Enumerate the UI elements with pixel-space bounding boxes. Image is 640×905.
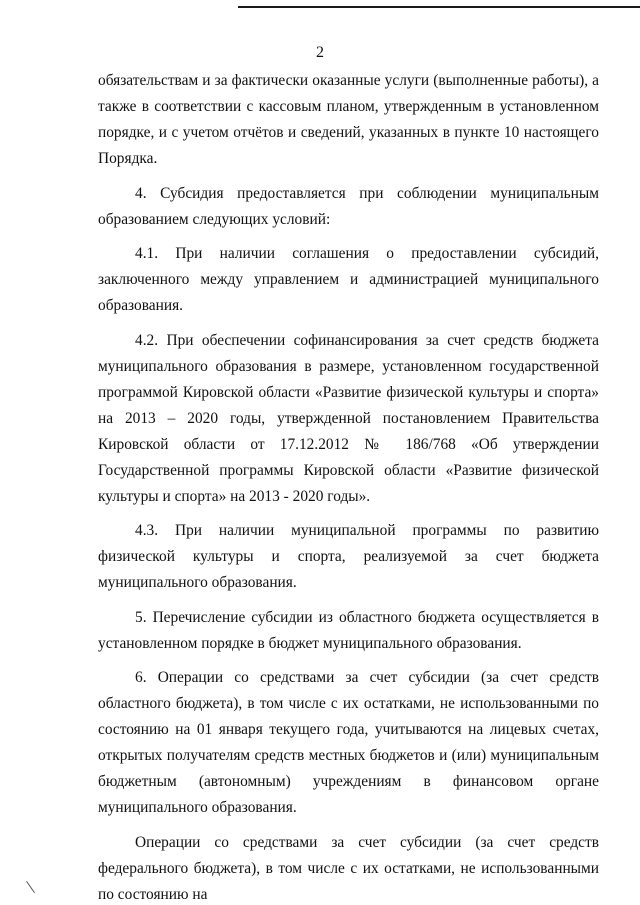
document-body — [98, 68, 599, 905]
paragraph-item-4-3: 4.3. При наличии муниципальной программы по развитию физической культуры и спорта, реализуемой за счет бюджета муниципального образования. — [98, 522, 599, 591]
top-rule — [238, 6, 640, 8]
paragraph-item-4-1: 4.1. При наличии соглашения о предоставлении субсидий, заключенного между управлением и администрацией муниципального образования. — [98, 245, 599, 314]
scan-artifact-mark — [26, 881, 35, 893]
paragraph-item-4: 4. Субсидия предоставляется при соблюдении муниципальным образованием следующих условий: — [98, 184, 599, 228]
paragraph-continuation: обязательствам и за фактически оказанные услуги (выполненные работы), а также в соответствии с кассовым планом, утвержденным в установленном порядке, и с учетом отчётов и сведений, указанных в пункте 10 настоящего Порядка. — [98, 72, 599, 167]
paragraph-item-5: 5. Перечисление субсидии из областного бюджета осуществляется в установленном порядке в бюджет муниципального образования. — [98, 608, 599, 652]
page-number: 2 — [316, 44, 324, 61]
paragraph-item-6: 6. Операции со средствами за счет субсидии (за счет средств областного бюджета), в том числе с их остатками, не использованными по состоянию на 01 января текущего года, учитываются на лицевых счетах, открытых получателям средств местных бюджетов и (или) муниципальным бюджетным (автономным) учреждениям в финансовом органе муниципального образования. — [98, 669, 599, 816]
paragraph-item-4-2: 4.2. При обеспечении софинансирования за счет средств бюджета муниципального образования в размере, установленном государственной программой Кировской области «Развитие физической культуры и спорта» на 2013 – 2020 годы, утвержденной постановлением Правительства Кировской области от 17.12.2012 № 186/768 «Об утверждении Государственной программы Кировской области «Развитие физической культуры и спорта» на 2013 - 2020 годы». — [98, 331, 599, 505]
paragraph-federal-operations: Операции со средствами за счет субсидии (за счет средств федерального бюджета), в том числе с их остатками, не использованными по состоянию на — [98, 833, 599, 903]
